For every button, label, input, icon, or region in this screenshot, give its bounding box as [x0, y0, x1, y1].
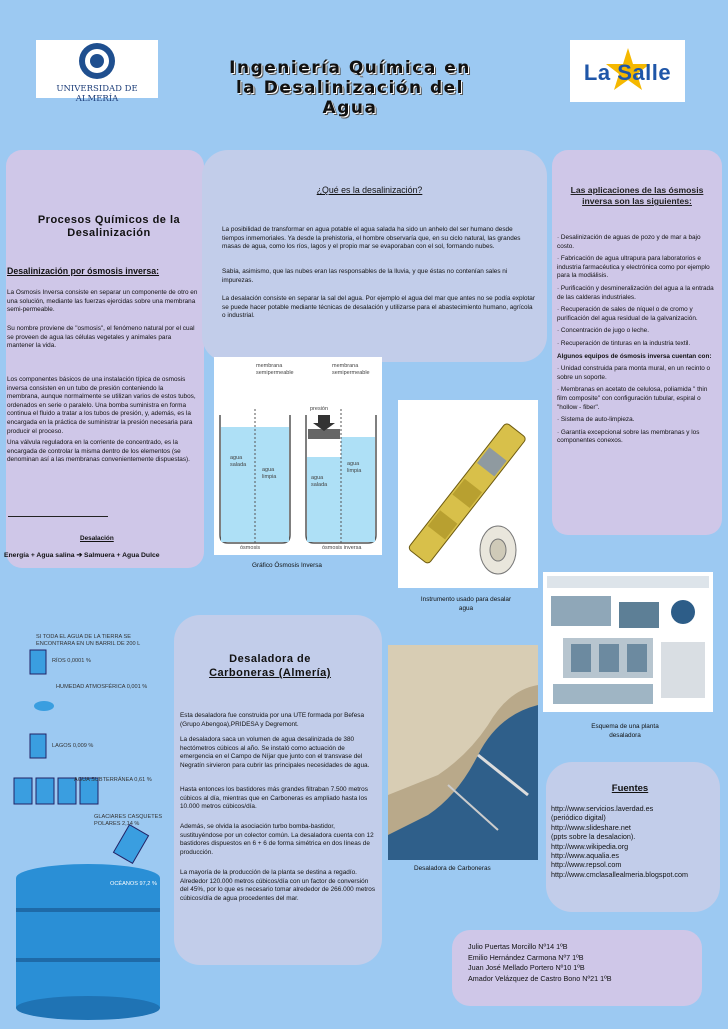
water-label-intro: SI TODA EL AGUA DE LA TIERRA SE ENCONTRARA EN UN BARRIL DE 200 L	[36, 634, 141, 647]
title-line-1: Ingeniería Química en	[229, 58, 471, 78]
diagram-label-osmosis-inversa: ósmosis inversa	[322, 545, 362, 551]
carboneras-title-line-1: Desaladora de	[229, 653, 311, 665]
water-label-subterranea: AGUA SUBTERRÁNEA 0,61 %	[74, 777, 152, 783]
fuente-item: (ppts sobre la desalacion).	[551, 832, 636, 842]
water-label-humedad: HUMEDAD ATMOSFÉRICA 0,001 %	[56, 684, 148, 690]
author-name: Emilio Hernández Carmona Nº7 1ºB	[468, 952, 584, 962]
application-item: · Recuperación de tinturas en la industria textil.	[557, 339, 691, 347]
procesos-title: Procesos Químicos de la Desalinización	[37, 214, 181, 239]
left-paragraph-2: Su nombre proviene de "osmosis", el fenómeno natural por el cual se proveen de agua las células vegetales y animales para mantener la vida.	[7, 325, 195, 350]
instrument-image	[398, 400, 538, 588]
question-paragraph-1: La posibilidad de transformar en agua potable el agua salada ha sido un anhelo del ser humano desde tiempos inmemoriales. Ya desde la prehistoria, el hombre observaría que, en su ciclo natural, las grandes masas de agua, como los ríos, lagos y el propio mar se evaporaban con el sol, formando nubes.	[222, 226, 521, 251]
equipment-item: · Sistema de auto-limpieza.	[557, 416, 635, 424]
question-paragraph-3: La desalación consiste en separar la sal del agua. Por ejemplo el agua del mar que antes no se podía explotar se puede hacer potable mediante técnicas de desalación y utilizarse para el abastecimiento humano, agrícola o industrial.	[222, 295, 535, 320]
diagram-label-agua-limpia-left: agua limpia	[262, 467, 277, 480]
water-label-glaciares: GLACIARES CASQUETES POLARES 2,14 %	[94, 814, 163, 827]
carboneras-paragraph-3: Hasta entonces los bastidores más grandes filtraban 7.500 metros cúbicos al día, mientras que en Carboneras es ampliado hasta los 10.000 metros cúbicos/día.	[180, 786, 368, 811]
left-paragraph-4: Una válvula reguladora en la corriente de concentrado, es la encargada de controlar la misma dentro de los elementos (se denominan así a las membranas convenientemente dispuestas).	[7, 439, 190, 464]
osmosis-heading: Desalinización por ósmosis inversa:	[7, 266, 160, 276]
author-name: Juan José Mellado Portero Nº10 1ºB	[468, 963, 585, 972]
application-item: · Desalinización de aguas de pozo y de mar a bajo costo.	[557, 234, 701, 250]
carboneras-photo-caption: Desaladora de Carboneras	[414, 865, 491, 872]
scheme-caption: Esquema de una planta desaladora	[591, 723, 659, 739]
diagram-label-agua-salada-right: agua salada	[311, 475, 328, 488]
application-item: · Fabricación de agua ultrapura para laboratorios e industria farmacéutica y electrónica como por ejemplo para la modiálisis.	[557, 255, 710, 280]
equipment-item: · Membranas en acetato de celulosa, poliamida " thin film composite" con configuración tubular, espiral o "hollow - fiber".	[557, 386, 708, 411]
osmosis-diagram	[214, 357, 382, 555]
membrane-tube-icon	[398, 400, 538, 588]
left-paragraph-3: Los componentes básicos de una instalación típica de osmosis inversa consisten en un tubo de presión conteniendo la membrana, aunque normalmente se utilizan varios de estos tubos, ordenados en serie o paralelo. Una bomba suministra en forma continua el fluido a tratar a los tubos de presión, y, además, es la encargada en la práctica de suministrar la presión necesaria para producir el proceso.	[7, 376, 196, 435]
application-item: · Purificación y desmineralización del agua a la entrada de las calderas industriales.	[557, 284, 714, 301]
applications-title: Las aplicaciones de las ósmosis inversa son las siguientes:	[570, 185, 704, 206]
fuente-item: (periódico digital)	[551, 813, 606, 823]
fuente-item: http://www.wikipedia.org	[551, 841, 629, 851]
diagram-label-presion: presión	[310, 406, 329, 412]
application-item: · Concentración de jugo o leche.	[557, 327, 650, 335]
graph-caption: Gráfico Ósmosis Inversa	[252, 562, 322, 569]
title-line-2: la Desalinización del	[235, 78, 465, 98]
divider-line	[8, 516, 108, 517]
left-paragraph-1: La Osmosis Inversa consiste en separar un componente de otro en una solución, mediante las fuerzas ejercidas sobre una membrana semi-permeable.	[7, 289, 198, 314]
title-line-3: Agua	[322, 98, 378, 118]
poster-title	[205, 58, 495, 118]
diagram-label-agua-limpia-right: agua limpia	[347, 461, 362, 474]
equipment-title: Algunos equipos de ósmosis inversa cuentan con:	[557, 352, 712, 360]
applications-list	[557, 234, 719, 450]
plant-scheme-image	[543, 572, 713, 712]
diagram-label-membrana-2: membrana semipermeable	[332, 363, 370, 376]
fuente-item: http://www.aqualia.es	[551, 851, 619, 861]
fuente-item: http://www.slideshare.net	[551, 822, 631, 832]
carboneras-paragraph-5: La mayoría de la producción de la planta se destina a regadío. Alrededor 120.000 metros cúbicos/día con un factor de conversión del 45%, por lo que es necesario tomar alrededor de 266.000 metros cúbicos/día de agua procedentes del mar.	[180, 869, 376, 902]
university-logo	[36, 40, 158, 104]
instrument-caption: Instrumento usado para desalar agua	[420, 596, 512, 612]
fuentes-title: Fuentes	[611, 783, 649, 794]
diagram-label-osmosis: ósmosis	[240, 545, 261, 551]
fuente-item: http://www.cmclasallealmeria.blogspot.com	[551, 869, 689, 879]
application-item: · Recuperación de sales de níquel o de cromo y purificación del agua residual de la galvanización.	[557, 306, 698, 322]
water-distribution-graphic	[4, 628, 176, 1020]
desalacion-equation: Energía + Agua salina ➔ Salmuera + Agua Dulce	[4, 552, 160, 559]
carboneras-photo	[388, 645, 538, 860]
question-paragraph-2: Sabía, asimismo, que las nubes eran las responsables de la lluvia, y que éstas no contenían sales ni impurezas.	[222, 268, 508, 284]
equipment-item: · Garantía excepcional sobre las membranas y los componentes conexos.	[557, 428, 700, 445]
fuente-item: http://www.servicios.laverdad.es	[551, 804, 654, 813]
left-panel	[6, 150, 204, 568]
carboneras-paragraph-2: La desaladora saca un volumen de agua desalinizada de 380 hectómetros cúbicos al año. Se instaló como actuación de emergencia en el Campo de Níjar que junto con el transvase del Negratín sirvieron para cubrir las principales necesidades de agua.	[180, 736, 370, 769]
fuente-item: http://www.repsol.com	[551, 860, 622, 870]
author-name: Julio Puertas Morcillo Nº14 1ºB	[468, 942, 568, 951]
question-card	[202, 150, 547, 362]
university-logo-text: UNIVERSIDAD DE ALMERÍA	[56, 84, 138, 104]
water-label-lagos: LAGOS 0,009 %	[52, 743, 94, 749]
water-label-rios: RÍOS 0,0001 %	[52, 658, 91, 664]
carboneras-paragraph-1: Esta desaladora fue construida por una UTE formada por Befesa (Grupo Abengoa),PRIDESA y Degremont.	[180, 712, 365, 728]
diagram-label-agua-salada-left: agua salada	[230, 455, 247, 468]
lasalle-logo-text: La Salle	[583, 60, 672, 85]
fuentes-list	[551, 804, 721, 879]
diagram-label-membrana-1: membrana semipermeable	[256, 363, 294, 376]
lasalle-logo	[570, 40, 685, 102]
plant-scheme-illustration	[543, 572, 713, 712]
author-name: Amador Velázquez de Castro Bono Nº21 1ºB	[468, 973, 612, 983]
question-title: ¿Qué es la desalinización?	[316, 185, 423, 195]
desalacion-label: Desalación	[80, 535, 114, 542]
carboneras-paragraph-4: Además, se olvida la asociación turbo bomba-bastidor, sustituyéndose por un colector común. La desaladora cuenta con 12 bastidores dispuestos en 6 + 6 de forma simétrica en dos líneas de producción.	[180, 823, 374, 856]
equipment-item: · Unidad construida para monta mural, en un recinto o sobre un soporte.	[557, 365, 711, 381]
coastline-aerial-photo	[388, 645, 538, 860]
water-label-oceanos: OCÉANOS 97,2 %	[110, 881, 157, 887]
carboneras-title-line-2: Carboneras (Almería)	[209, 667, 331, 679]
authors-list	[468, 942, 698, 984]
